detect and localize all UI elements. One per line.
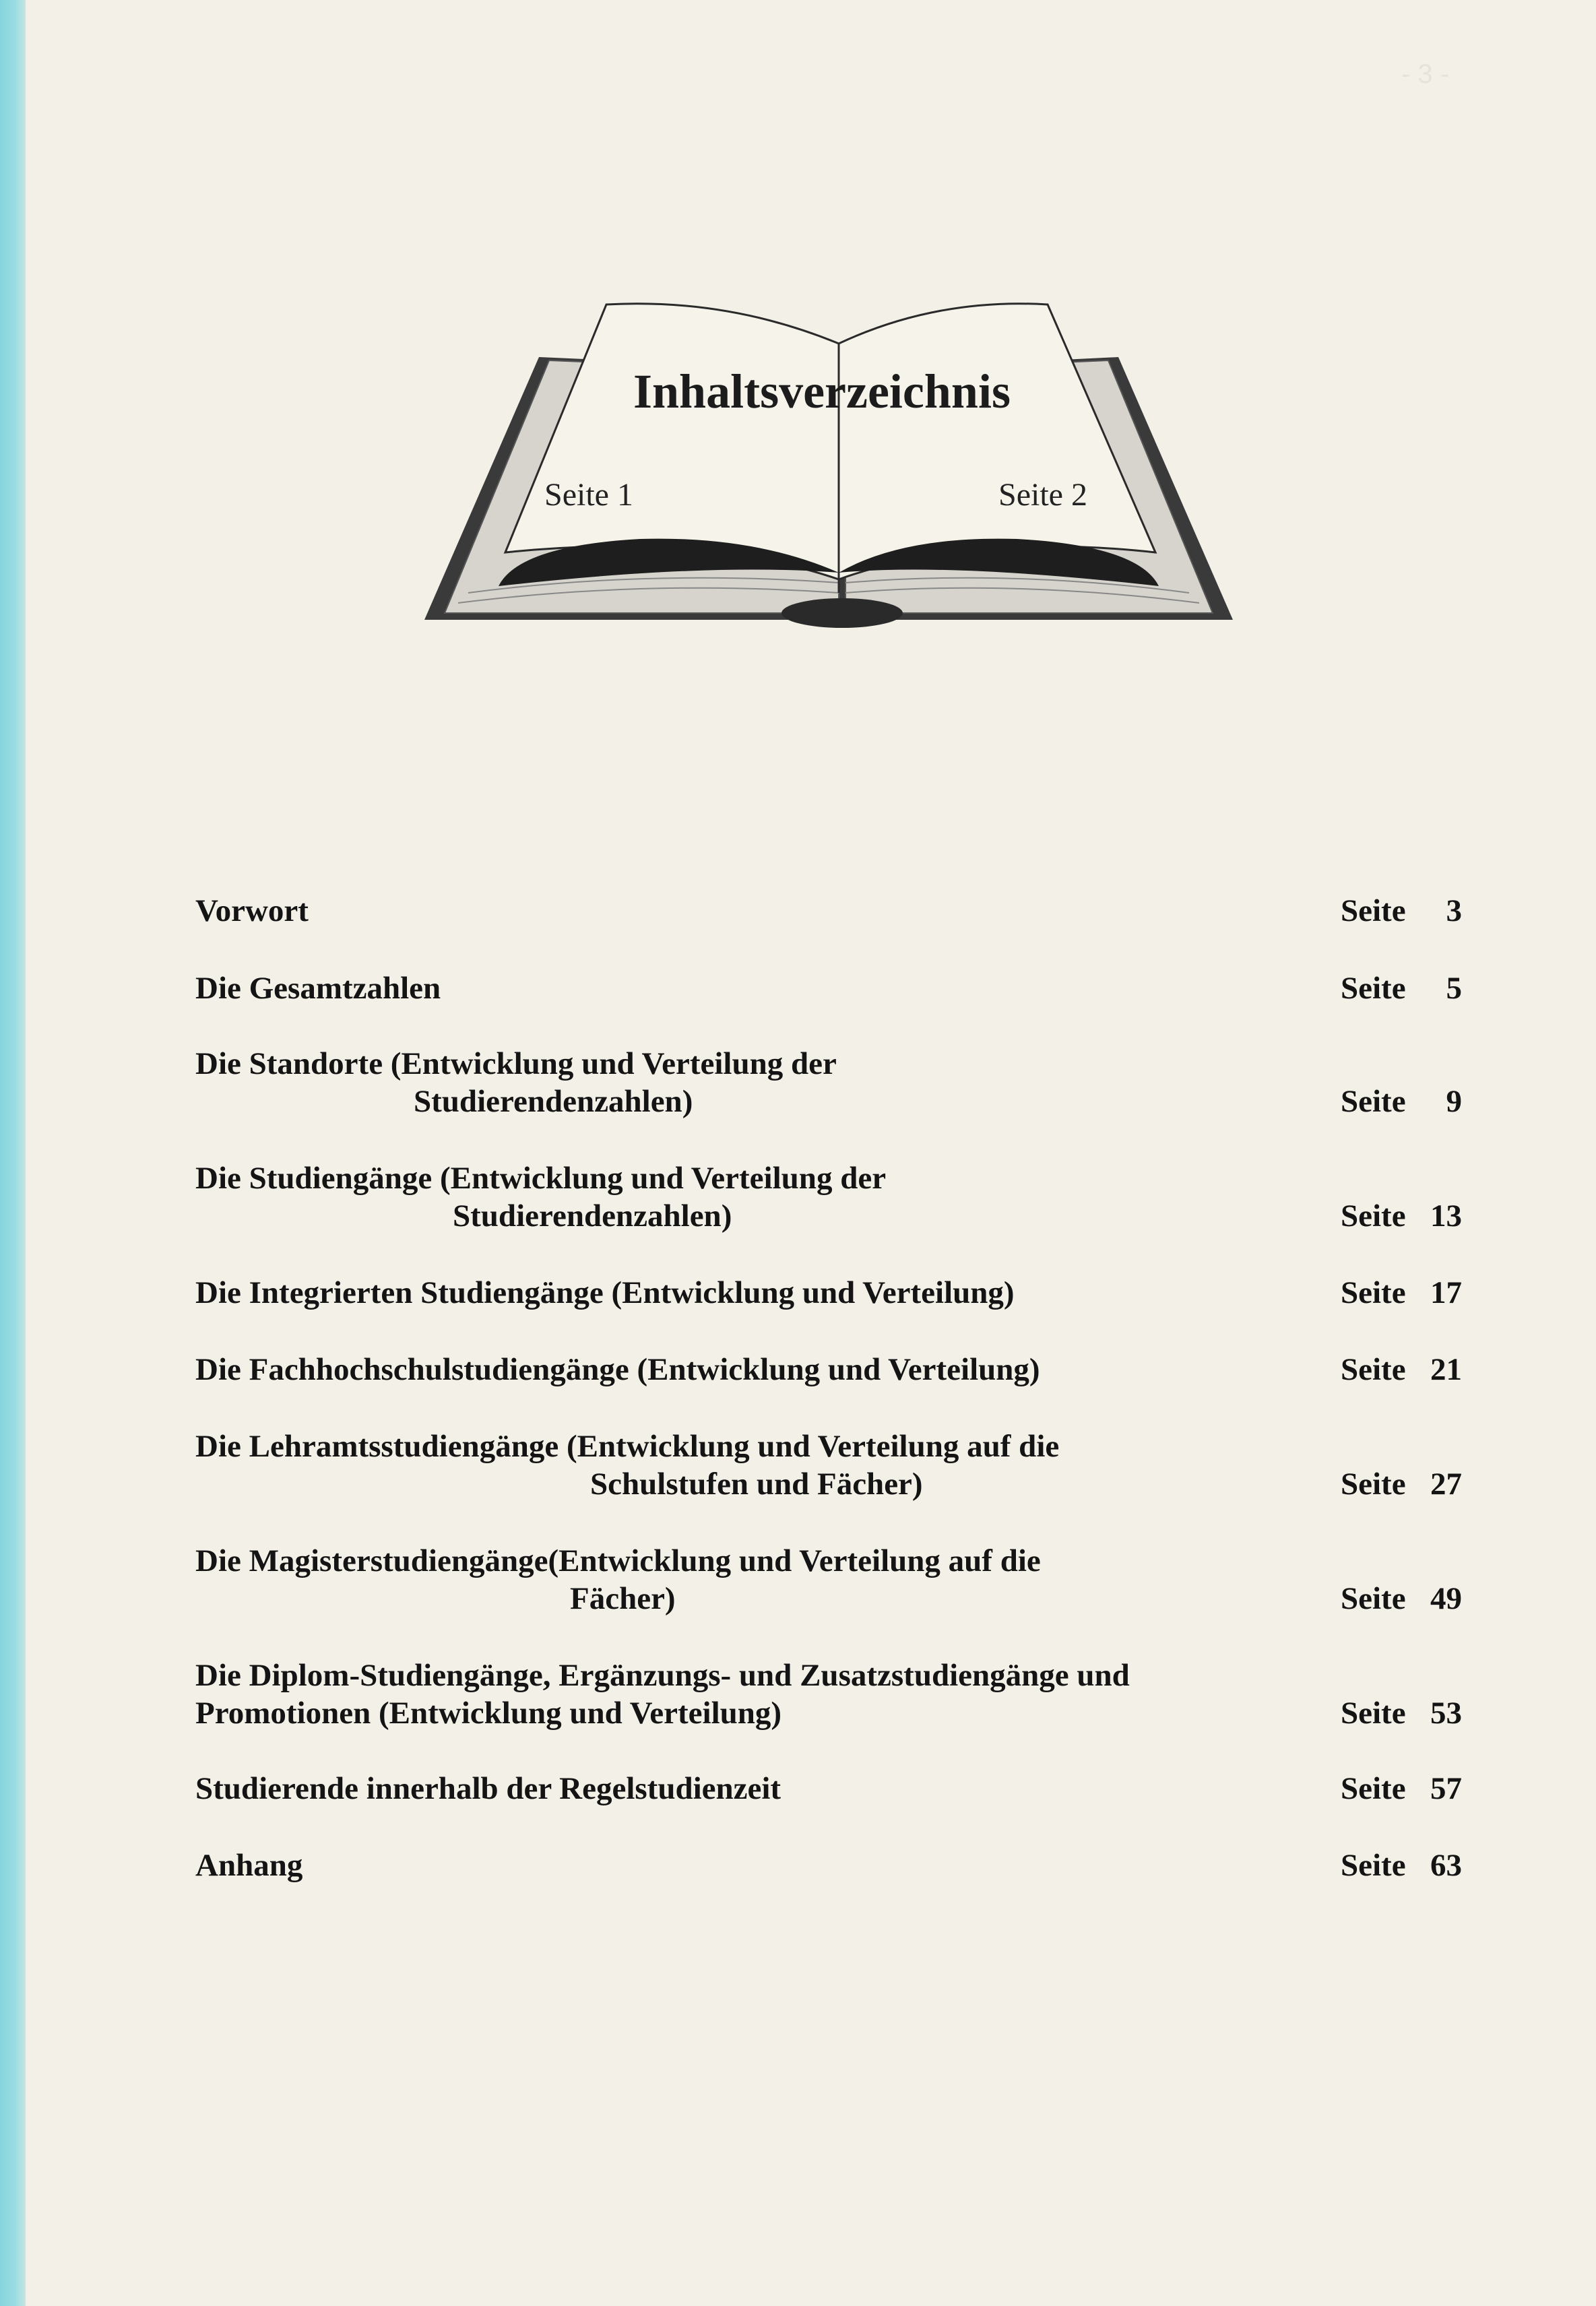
book-left-page-label: Seite 1 — [544, 477, 633, 513]
toc-entry-subtitle: Studierendenzahlen) — [414, 1084, 693, 1119]
seite-label: Seite — [1341, 1352, 1406, 1387]
toc-entry-subtitle: Fächer) — [570, 1581, 676, 1616]
book-right-page-label: Seite 2 — [998, 477, 1087, 513]
page-number-value: 3 — [1446, 893, 1462, 928]
book-title: Inhaltsverzeichnis — [633, 364, 1011, 418]
toc-entry-page — [1341, 1466, 1462, 1502]
toc-entry-title: Vorwort — [195, 893, 309, 928]
page-number-value: 9 — [1446, 1084, 1462, 1119]
seite-label: Seite — [1341, 1198, 1406, 1234]
seite-label: Seite — [1341, 1848, 1406, 1883]
page-number-value: 17 — [1430, 1275, 1462, 1310]
toc-entry-title: Die Integrierten Studiengänge (Entwicklung und Verteilung) — [195, 1275, 1015, 1310]
toc-entry-subtitle: Promotionen (Entwicklung und Verteilung) — [195, 1696, 782, 1731]
toc-entry-title: Die Fachhochschulstudiengänge (Entwicklung und Verteilung) — [195, 1352, 1040, 1387]
toc-entry-page — [1341, 1083, 1462, 1120]
toc-entry-title: Anhang — [195, 1848, 303, 1883]
page-number-value: 21 — [1430, 1352, 1462, 1387]
page-number-value: 27 — [1430, 1467, 1462, 1502]
seite-label: Seite — [1341, 1771, 1406, 1806]
seite-label: Seite — [1341, 1467, 1406, 1502]
toc-entry-page — [1341, 1695, 1462, 1731]
toc-entry-page — [1341, 1198, 1462, 1234]
book-page-left — [505, 304, 839, 579]
seite-label: Seite — [1341, 1581, 1406, 1616]
toc-entry-page — [1341, 1351, 1462, 1388]
toc-entry-page — [1341, 1580, 1462, 1617]
toc-entry-title: Die Magisterstudiengänge(Entwicklung und Verteilung auf die — [195, 1543, 1041, 1578]
page-number-value: 53 — [1430, 1696, 1462, 1731]
toc-entry-title: Die Studiengänge (Entwicklung und Verteilung der — [195, 1161, 887, 1196]
toc-entry-page — [1341, 1847, 1462, 1884]
toc-entry-page — [1341, 1770, 1462, 1807]
toc-entry-subtitle: Studierendenzahlen) — [453, 1198, 732, 1234]
page-number-value: 5 — [1446, 971, 1462, 1006]
page-number: - 3 - — [1401, 59, 1450, 89]
toc-entry-title: Studierende innerhalb der Regelstudienzeit — [195, 1771, 781, 1806]
page-number-value: 49 — [1430, 1581, 1462, 1616]
seite-label: Seite — [1341, 1084, 1406, 1119]
toc-entry-title: Die Standorte (Entwicklung und Verteilung der — [195, 1046, 837, 1081]
open-book-illustration — [418, 296, 1240, 633]
toc-entry-title: Die Lehramtsstudiengänge (Entwicklung und Verteilung auf die — [195, 1429, 1060, 1464]
page-number-value: 57 — [1430, 1771, 1462, 1806]
seite-label: Seite — [1341, 971, 1406, 1006]
toc-entry-title: Die Gesamtzahlen — [195, 971, 441, 1006]
page-number-value: 63 — [1430, 1848, 1462, 1883]
toc-entry-subtitle: Schulstufen und Fächer) — [590, 1467, 923, 1502]
toc-entry-title: Die Diplom-Studiengänge, Ergänzungs- und Zusatzstudiengänge und — [195, 1658, 1130, 1693]
page-number-value: 13 — [1430, 1198, 1462, 1234]
toc-entry-page — [1341, 970, 1462, 1006]
toc-entry-page — [1341, 893, 1462, 929]
book-spine-shadow — [781, 598, 903, 628]
seite-label: Seite — [1341, 893, 1406, 928]
seite-label: Seite — [1341, 1696, 1406, 1731]
book-page-right — [839, 304, 1155, 579]
toc-entry-page — [1341, 1275, 1462, 1311]
seite-label: Seite — [1341, 1275, 1406, 1310]
page-binding-edge — [0, 0, 26, 2306]
